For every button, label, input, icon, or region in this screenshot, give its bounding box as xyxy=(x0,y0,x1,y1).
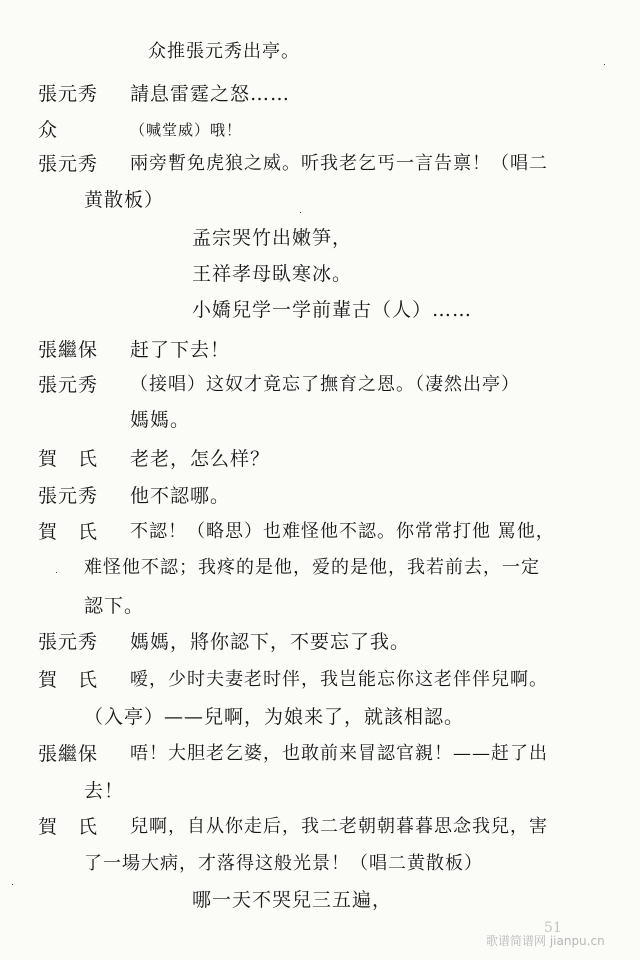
dialogue-line: 黄散板） xyxy=(84,189,165,211)
verse-line: 哪一天不哭兒三五遍， xyxy=(192,889,393,911)
scan-speck xyxy=(56,572,57,573)
speaker-label: 众 xyxy=(38,119,59,141)
verse-line: 孟宗哭竹出嫩笋， xyxy=(192,227,353,249)
stage-direction: （喊堂威）哦！ xyxy=(130,121,243,139)
verse-line: 小嬌兒学一学前輩古（人）…… xyxy=(192,299,473,321)
dialogue-line: 赶了下去！ xyxy=(130,339,231,361)
dialogue-line: 老老，怎么样？ xyxy=(130,448,271,470)
speaker-label: 張繼保 xyxy=(38,339,99,361)
dialogue-line: 了一場大病，才落得这般光景！（唱二黄散板） xyxy=(84,853,483,874)
speaker-label: 賀 氏 xyxy=(38,669,99,691)
dialogue-line: 嗳，少时夫妻老时伴，我岂能忘你这老伴伴兒啊。 xyxy=(130,669,548,690)
dialogue-line: 兩旁暫免虎狼之威。听我老乞丐一言告禀！（唱二 xyxy=(130,153,548,174)
dialogue-line: 不認！（略思）也难怪他不認。你常常打他 罵他， xyxy=(130,521,555,542)
dialogue-line: 去！ xyxy=(84,780,125,802)
speaker-label: 張元秀 xyxy=(38,153,99,175)
speaker-label: 賀 氏 xyxy=(38,448,99,470)
speaker-label: 賀 氏 xyxy=(38,521,99,543)
watermark: 歌谱简谱网 jianpu.cn xyxy=(486,934,605,948)
dialogue-line: 請息雷霆之怒…… xyxy=(130,83,291,105)
speaker-label: 張元秀 xyxy=(38,83,99,105)
page-number: 51 xyxy=(544,920,562,936)
speaker-label: 張繼保 xyxy=(38,743,99,765)
dialogue-line: 难怪他不認；我疼的是他，爱的是他，我若前去，一定 xyxy=(84,557,540,578)
speaker-label: 張元秀 xyxy=(38,485,99,507)
dialogue-line: （入亭）——兒啊，为娘来了，就該相認。 xyxy=(84,706,465,728)
verse-line: 王祥孝母臥寒冰。 xyxy=(192,263,353,285)
scan-speck xyxy=(604,64,605,65)
scan-speck xyxy=(300,212,301,213)
speaker-label: 賀 氏 xyxy=(38,816,99,838)
dialogue-line: 媽媽，將你認下，不要忘了我。 xyxy=(130,631,411,653)
stage-direction: 众推張元秀出亭。 xyxy=(148,41,300,62)
speaker-label: 張元秀 xyxy=(38,374,99,396)
scan-speck xyxy=(12,884,13,885)
dialogue-line: 唔！大胆老乞婆，也敢前来冒認官親！——赶了出 xyxy=(130,743,548,764)
dialogue-line: （接唱）这奴才竟忘了撫育之恩。（凄然出亭） xyxy=(130,374,520,395)
dialogue-line: 他不認哪。 xyxy=(130,485,231,507)
dialogue-line: 認下。 xyxy=(84,595,145,617)
speaker-label: 張元秀 xyxy=(38,631,99,653)
dialogue-line: 兒啊，自从你走后，我二老朝朝暮暮思念我兒，害 xyxy=(130,816,548,837)
dialogue-line: 媽媽。 xyxy=(130,409,191,431)
